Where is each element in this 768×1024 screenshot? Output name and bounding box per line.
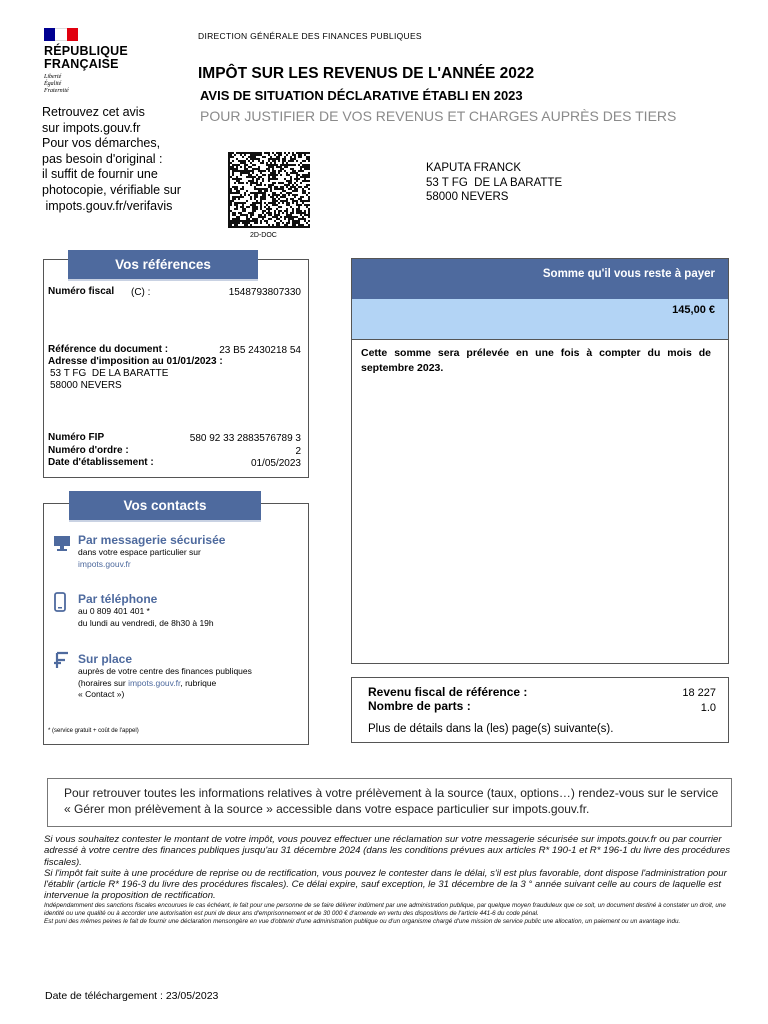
republique-francaise-logo: RÉPUBLIQUE FRANÇAISE	[44, 44, 128, 71]
ordre-label: Numéro d'ordre :	[48, 445, 129, 456]
sur-place-line3: « Contact »)	[78, 689, 125, 699]
sur-place-line1: auprès de votre centre des finances publiques	[78, 666, 252, 676]
document-title: IMPÔT SUR LES REVENUS DE L'ANNÉE 2022	[198, 65, 535, 82]
sur-place-title: Sur place	[78, 652, 133, 666]
numero-fiscal-value: 1548793807330	[228, 287, 301, 298]
legal-contestation: Si vous souhaitez contester le montant de votre impôt, vous pouvez effectuer une réclamation sur votre messagerie sécurisée sur impots.gouv.fr ou par courrier adressé à votre centre des finances publiques jusqu'au 31 décembre 2024 (dans les conditions prévues aux articles R* 190-1 et R* 196-1 du livre des procédures fiscales).	[44, 834, 731, 868]
phone-icon	[54, 592, 66, 612]
recipient-address: KAPUTA FRANCK 53 T FG DE LA BARATTE 58000 NEVERS	[426, 162, 563, 203]
legal-sanctions: Indépendamment des sanctions fiscales encourues le cas échéant, le fait pour une personne de se faire délivrer indûment par une administration publique, par quelque moyen frauduleux que ce soit, un document destiné à constater un droit, une identité ou une qualité ou à accorder une autorisation est puni de deux ans d'emprisonnement et de 30 000 € d'amende en vertu des dispositions de l'article 441-6 du code pénal.	[44, 901, 726, 918]
adresse-imposition-street: 53 T FG DE LA BARATTE	[50, 368, 169, 379]
monitor-icon	[53, 535, 71, 552]
parts-label: Nombre de parts :	[368, 699, 471, 713]
telephone-title: Par téléphone	[78, 592, 158, 606]
2d-doc-barcode	[228, 152, 310, 228]
download-date: Date de téléchargement : 23/05/2023	[45, 990, 219, 1002]
parts-value: 1.0	[700, 702, 716, 714]
document-purpose: POUR JUSTIFIER DE VOS REVENUS ET CHARGES AUPRÈS DES TIERS	[200, 108, 677, 124]
sur-place-line2: (horaires sur impots.gouv.fr, rubrique	[78, 678, 217, 688]
tax-office-icon	[53, 651, 70, 669]
prelevement-text: Pour retrouver toutes les informations relatives à votre prélèvement à la source (taux, options…) rendez-vous sur le service « Gérer mon prélèvement à la source » accessible dans votre espace particulier sur impots.gouv.fr.	[64, 786, 719, 816]
adresse-imposition-city: 58000 NEVERS	[50, 380, 122, 391]
messagerie-link[interactable]: impots.gouv.fr	[78, 559, 131, 569]
ordre-value: 2	[295, 446, 301, 457]
date-etablissement-value: 01/05/2023	[250, 458, 301, 469]
telephone-hours: du lundi au vendredi, de 8h30 à 19h	[78, 618, 214, 628]
ref-document-value: 23 B5 2430218 54	[219, 345, 301, 356]
payment-header-label: Somme qu'il vous reste à payer	[542, 268, 715, 280]
payment-header	[352, 259, 728, 299]
messagerie-title: Par messagerie sécurisée	[78, 533, 226, 547]
republic-motto: Liberté Égalité Fraternité	[44, 74, 69, 94]
intro-text: Retrouvez cet avis sur impots.gouv.fr Pour vos démarches, pas besoin d'original : il suffit de fournir une photocopie, vérifiable sur impots.gouv.fr/verifavis	[42, 105, 181, 213]
french-flag-logo	[44, 28, 78, 41]
numero-fiscal-label: Numéro fiscal	[48, 286, 115, 297]
references-tab: Vos références	[68, 250, 258, 281]
contacts-tab: Vos contacts	[69, 491, 261, 522]
adresse-imposition-label: Adresse d'imposition au 01/01/2023 :	[48, 356, 223, 367]
contacts-footnote: * (service gratuit + coût de l'appel)	[48, 728, 139, 734]
rfr-value: 18 227	[682, 687, 716, 699]
date-etablissement-label: Date d'établissement :	[48, 457, 154, 468]
rfr-label: Revenu fiscal de référence :	[368, 685, 528, 699]
barcode-label: 2D-DOC	[250, 232, 277, 239]
barcode-modules	[228, 152, 310, 228]
ref-document-label: Référence du document :	[48, 344, 169, 355]
numero-fiscal-mark: (C) :	[131, 287, 151, 298]
fip-value: 580 92 33 2883576789 3	[189, 433, 301, 444]
payment-amount-row	[352, 299, 728, 340]
payment-amount: 145,00 €	[672, 304, 715, 316]
document-subtitle: AVIS DE SITUATION DÉCLARATIVE ÉTABLI EN 2023	[200, 88, 523, 103]
details-note: Plus de détails dans la (les) page(s) suivante(s).	[368, 723, 614, 735]
legal-notice	[44, 834, 734, 927]
legal-peines: Est puni des mêmes peines le fait de fournir une déclaration mensongère en vue d'obtenir d'une administration publique ou d'un organisme chargé d'une mission de service public une allocation, un paiement ou un avantage indu.	[44, 918, 681, 926]
telephone-number: au 0 809 401 401 *	[78, 606, 150, 616]
payment-text: Cette somme sera prélevée en une fois à compter du mois de septembre 2023.	[361, 347, 711, 374]
fip-label: Numéro FIP	[48, 432, 105, 443]
direction-label: DIRECTION GÉNÉRALE DES FINANCES PUBLIQUES	[198, 31, 422, 41]
legal-rectification: Si l'impôt fait suite à une procédure de reprise ou de rectification, vous pouvez le contester dans le délai, s'il est plus favorable, dont dispose l'administration pour l'établir (article R* 196-3 du livre des procédures fiscales). Ce délai expire, sauf exception, le 31 décembre de la 3 ° année suivant celle au cours de laquelle est intervenue la proposition de rectification.	[44, 867, 727, 902]
messagerie-text: dans votre espace particulier sur	[78, 547, 201, 557]
sur-place-link[interactable]: impots.gouv.fr	[128, 678, 181, 688]
